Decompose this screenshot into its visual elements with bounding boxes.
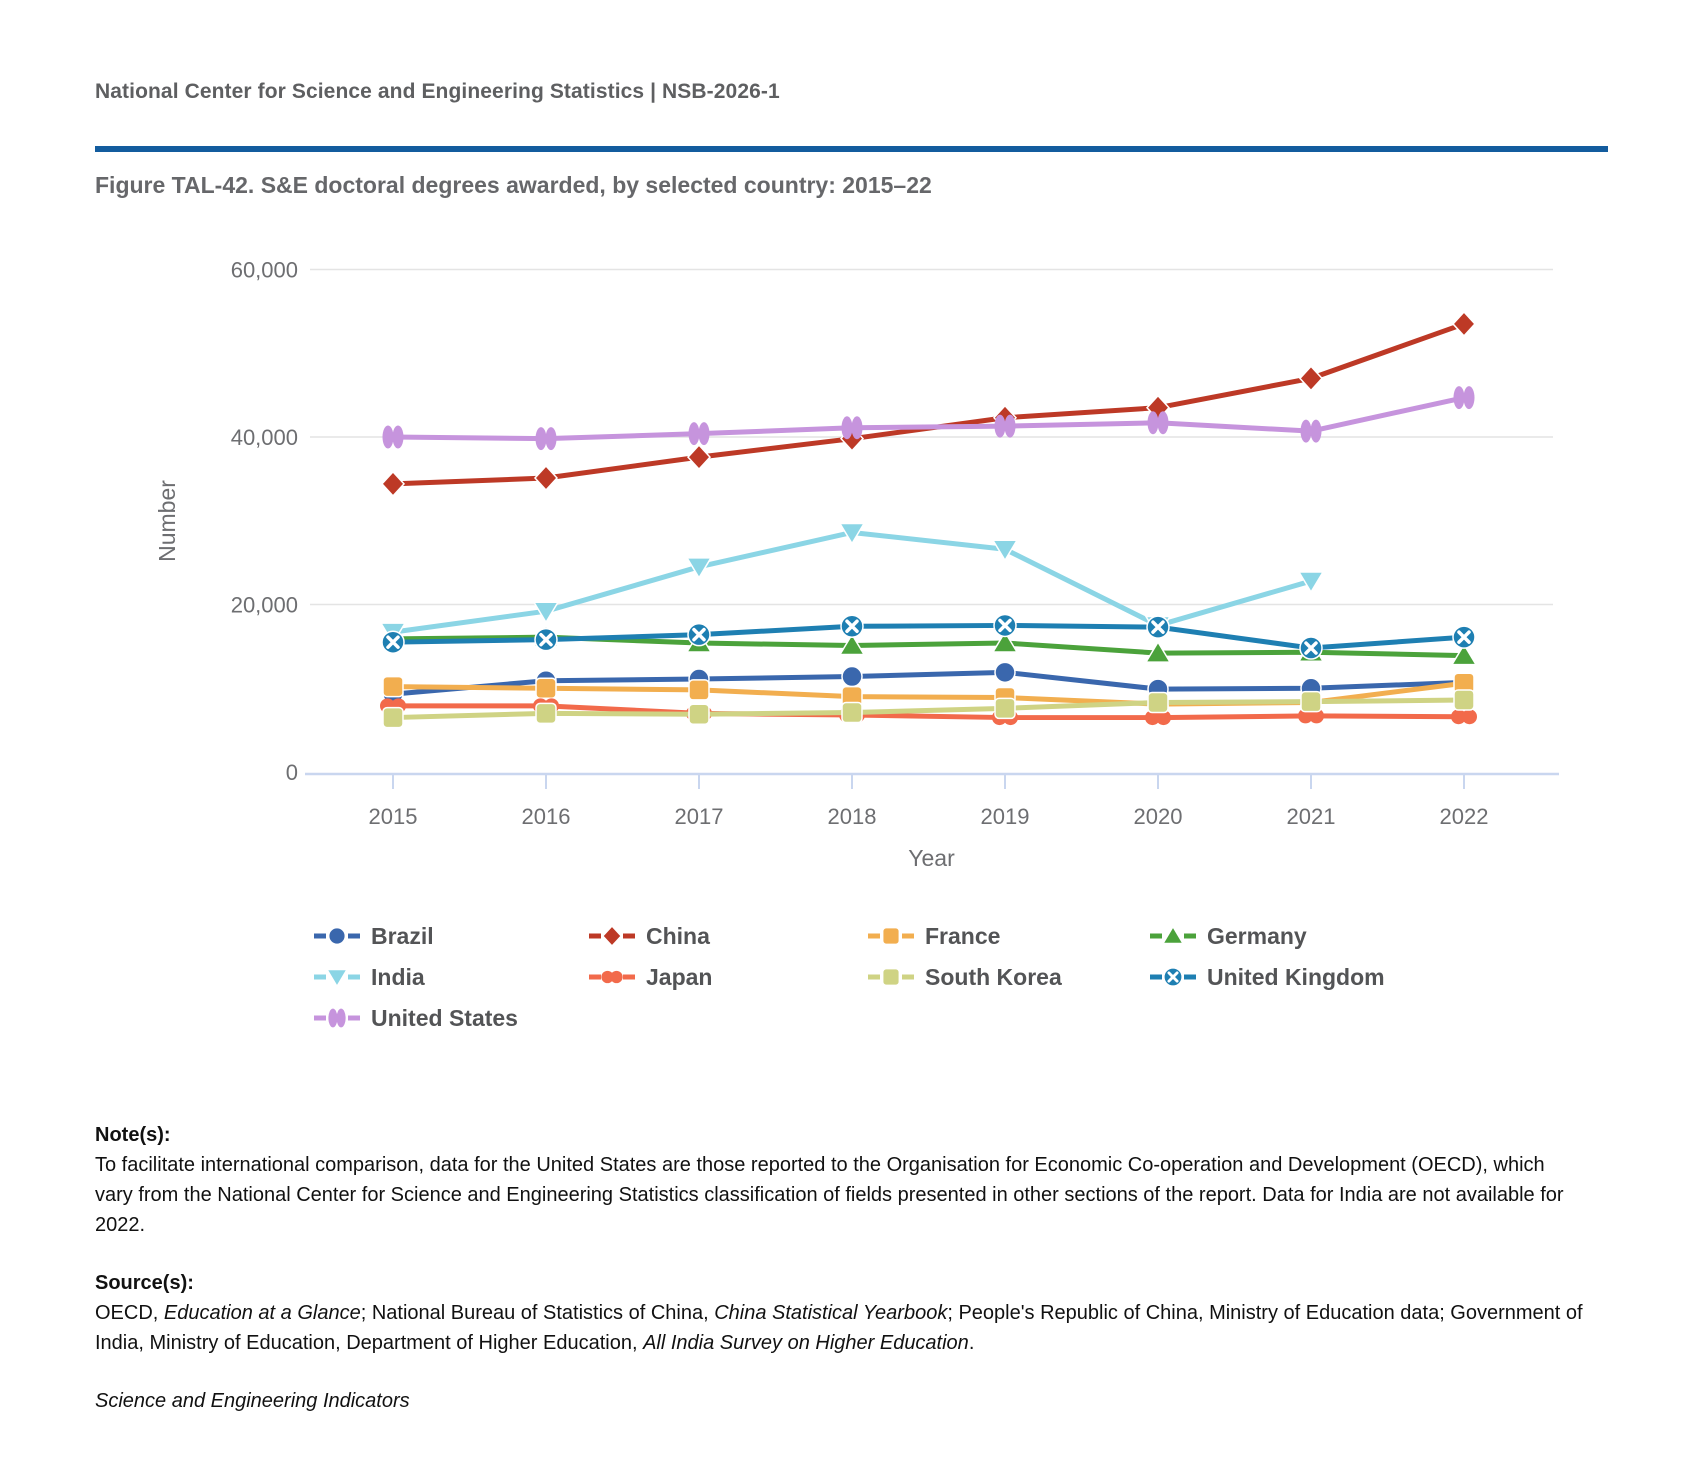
point-united-kingdom-2022[interactable]	[1453, 626, 1475, 648]
legend-item-india[interactable]	[313, 963, 425, 991]
legend-label-france: France	[925, 922, 1001, 949]
point-brazil-2018[interactable]	[842, 667, 862, 687]
legend-marker-south-korea-icon	[867, 963, 915, 991]
point-south-korea-2017[interactable]	[689, 704, 709, 724]
point-united-kingdom-2015[interactable]	[382, 631, 404, 653]
legend-label-japan: Japan	[646, 963, 713, 990]
sources-body: OECD, Education at a Glance; National Bureau of Statistics of China, China Statistical Yearbook; People's Republic of China, Ministry of Education data; Government of India, Ministry of Education, Department of Higher Education, All India Survey on Higher Education.	[95, 1302, 1583, 1354]
y-tick-label-20000: 20,000	[230, 592, 298, 618]
x-axis-title: Year	[908, 845, 955, 871]
figure-title: Figure TAL-42. S&E doctoral degrees awarded, by selected country: 2015–22	[95, 172, 932, 198]
notes-body: To facilitate international comparison, data for the United States are those reported to the Organisation for Economic Co-operation and Development (OECD), which vary from the National Center for Science and Engineering Statistics classification of fields presented in other sections of the report. Data for India are not available for 2022.	[95, 1154, 1564, 1236]
x-tick-label-2022: 2022	[1439, 804, 1489, 829]
legend-marker-united-kingdom-icon	[1149, 963, 1197, 991]
notes-section	[95, 1120, 1585, 1416]
point-united-states-2017[interactable]	[689, 422, 710, 445]
legend-item-brazil[interactable]	[313, 922, 434, 950]
point-japan-2022[interactable]	[1451, 709, 1477, 724]
point-united-states-2016[interactable]	[536, 427, 557, 450]
legend-item-south-korea[interactable]	[867, 963, 1062, 991]
point-united-kingdom-2021[interactable]	[1300, 637, 1322, 659]
point-china-2021[interactable]	[1300, 366, 1322, 390]
point-south-korea-2018[interactable]	[842, 703, 862, 723]
point-china-2022[interactable]	[1453, 312, 1475, 336]
legend-item-united-states[interactable]	[313, 1004, 518, 1032]
legend-item-japan[interactable]	[588, 963, 712, 991]
legend-label-india: India	[371, 963, 425, 990]
x-tick-label-2020: 2020	[1133, 804, 1183, 829]
legend-marker-japan-icon	[588, 963, 636, 991]
point-south-korea-2019[interactable]	[995, 698, 1015, 718]
point-united-states-2022[interactable]	[1454, 386, 1475, 409]
x-tick-label-2021: 2021	[1286, 804, 1336, 829]
point-south-korea-2016[interactable]	[536, 703, 556, 723]
attribution: Science and Engineering Indicators	[95, 1390, 410, 1412]
series-line-china	[393, 324, 1464, 484]
point-china-2016[interactable]	[535, 466, 557, 490]
point-united-states-2015[interactable]	[383, 426, 404, 449]
notes-heading: Note(s):	[95, 1124, 171, 1146]
point-south-korea-2022[interactable]	[1454, 690, 1474, 710]
x-tick-label-2017: 2017	[674, 804, 724, 829]
report-header: National Center for Science and Engineering Statistics | NSB-2026-1	[95, 80, 780, 103]
legend-label-brazil: Brazil	[371, 922, 434, 949]
point-china-2015[interactable]	[382, 472, 404, 496]
point-south-korea-2021[interactable]	[1301, 692, 1321, 712]
legend-marker-china-icon	[588, 922, 636, 950]
y-tick-label-40000: 40,000	[230, 425, 298, 450]
legend-item-germany[interactable]	[1149, 922, 1307, 950]
x-tick-label-2019: 2019	[980, 804, 1030, 829]
point-united-kingdom-2016[interactable]	[535, 629, 557, 651]
legend-item-united-kingdom[interactable]	[1149, 963, 1385, 991]
sources-heading: Source(s):	[95, 1272, 194, 1294]
point-china-2017[interactable]	[688, 445, 710, 469]
legend-label-china: China	[646, 922, 710, 949]
point-france-2016[interactable]	[536, 678, 556, 698]
legend-marker-united-states-icon	[313, 1004, 361, 1032]
legend-marker-india-icon	[313, 963, 361, 991]
legend-marker-brazil-icon	[313, 922, 361, 950]
x-tick-label-2015: 2015	[368, 804, 418, 829]
point-france-2015[interactable]	[383, 677, 403, 697]
point-united-kingdom-2017[interactable]	[688, 624, 710, 646]
line-chart	[95, 228, 1605, 880]
legend-label-united-kingdom: United Kingdom	[1207, 963, 1385, 990]
x-tick-label-2018: 2018	[827, 804, 877, 829]
y-tick-label-60000: 60,000	[230, 257, 298, 283]
point-united-states-2021[interactable]	[1301, 420, 1322, 443]
point-south-korea-2020[interactable]	[1148, 692, 1168, 712]
legend-marker-germany-icon	[1149, 922, 1197, 950]
point-united-kingdom-2019[interactable]	[994, 614, 1016, 636]
point-united-kingdom-2020[interactable]	[1147, 616, 1169, 638]
legend-label-united-states: United States	[371, 1004, 518, 1031]
legend-label-south-korea: South Korea	[925, 963, 1062, 990]
y-tick-label-0: 0	[285, 760, 298, 785]
y-axis-title: Number	[154, 480, 180, 562]
point-south-korea-2015[interactable]	[383, 708, 403, 728]
legend-item-china[interactable]	[588, 922, 710, 950]
chart-legend	[313, 922, 1613, 1052]
legend-marker-france-icon	[867, 922, 915, 950]
legend-label-germany: Germany	[1207, 922, 1307, 949]
point-france-2017[interactable]	[689, 680, 709, 700]
point-united-kingdom-2018[interactable]	[841, 615, 863, 637]
chart-canvas	[95, 228, 1605, 880]
header-divider-rule	[95, 146, 1608, 152]
x-tick-label-2016: 2016	[521, 804, 571, 829]
point-brazil-2019[interactable]	[995, 662, 1015, 682]
legend-item-france[interactable]	[867, 922, 1000, 950]
